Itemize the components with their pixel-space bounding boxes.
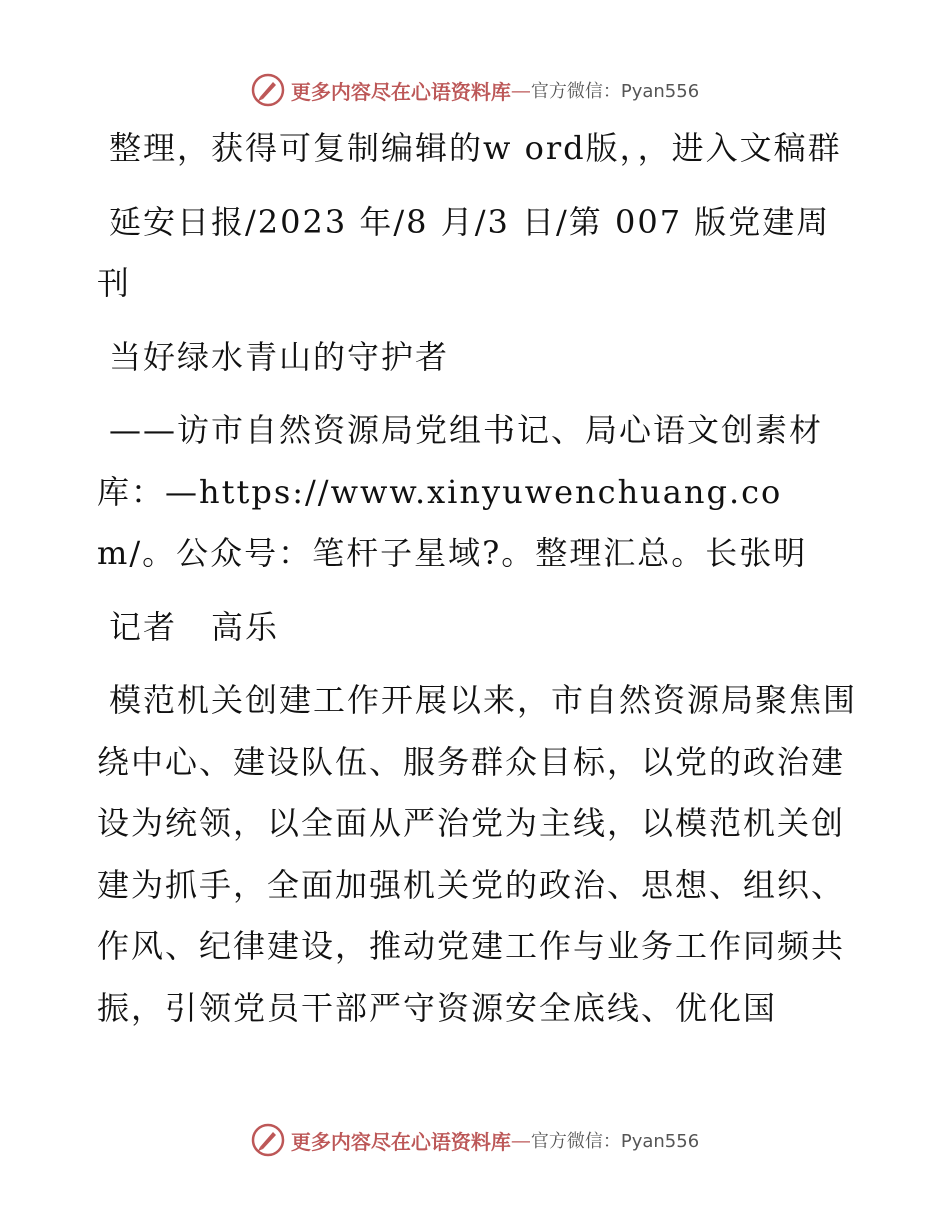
reporter-line: 记者 高乐	[109, 607, 280, 646]
watermark-wechat: 官方微信：Pyan556	[530, 1131, 700, 1152]
pen-logo-icon	[251, 73, 285, 107]
intro-paragraph: 整理，获得可复制编辑的w ord版，，进入文稿群	[109, 129, 842, 167]
document-body	[97, 118, 857, 1039]
watermark-dash: —	[510, 1128, 531, 1152]
header-watermark	[0, 70, 950, 110]
article-subtitle: ——访市自然资源局党组书记、局心语文创素材库：—https://www.xinyuwenchuang.com/。公众号：笔杆子星域?。整理汇总。长张明	[97, 411, 824, 572]
source-line: 延安日报/2023 年/8 月/3 日/第 007 版党建周刊	[97, 202, 831, 302]
watermark-text: 更多内容尽在心语资料库	[290, 1129, 511, 1154]
article-title: 当好绿水青山的守护者	[109, 337, 450, 376]
body-paragraph: 模范机关创建工作开展以来，市自然资源局聚焦围绕中心、建设队伍、服务群众目标，以党的政治建设为统领，以全面从严治党为主线，以模范机关创建为抓手，全面加强机关党的政治、思想、组织、作风、纪律建设，推动党建工作与业务工作同频共振，引领党员干部严守资源安全底线、优化国	[97, 681, 858, 1027]
watermark-text: 更多内容尽在心语资料库	[290, 79, 511, 104]
footer-watermark	[0, 1120, 950, 1160]
watermark-wechat: 官方微信：Pyan556	[530, 81, 700, 102]
pen-logo-icon	[251, 1123, 285, 1157]
watermark-dash: —	[510, 78, 531, 102]
